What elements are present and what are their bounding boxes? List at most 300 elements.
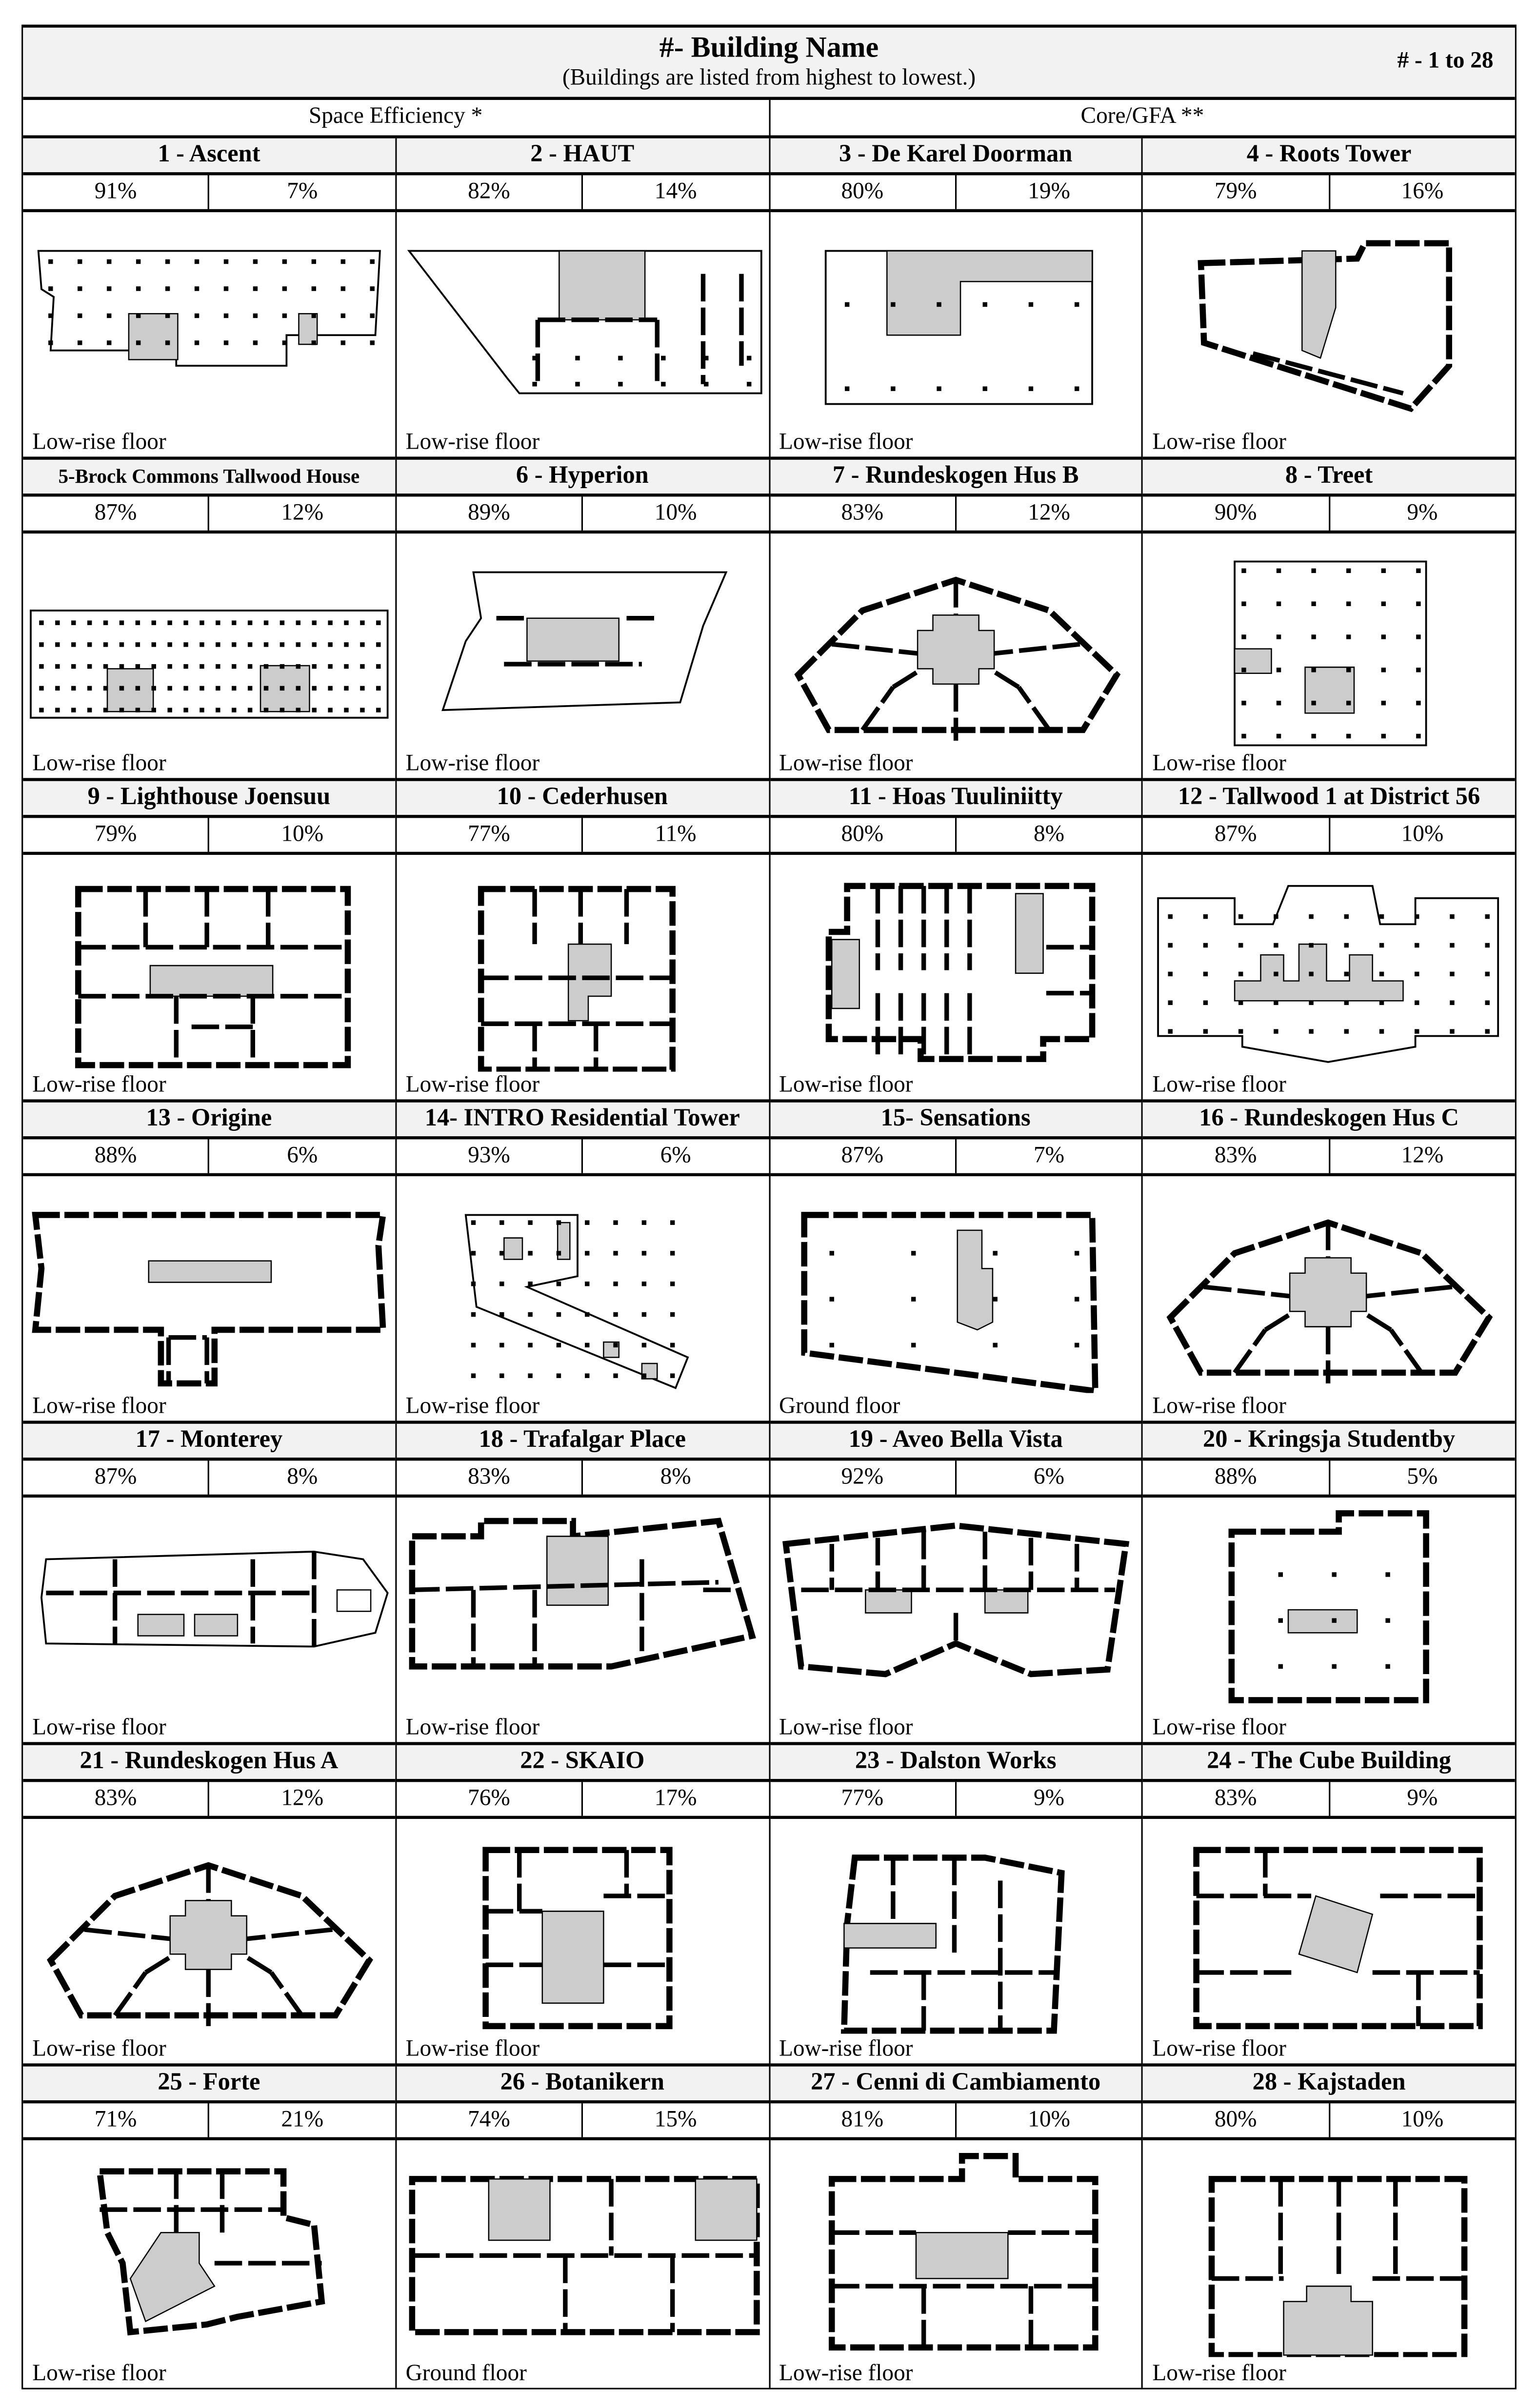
floor-plan-drawing xyxy=(1143,212,1515,429)
building-outline xyxy=(1232,1513,1427,1700)
building-name: 15- Sensations xyxy=(770,1103,1141,1140)
column-mark xyxy=(1309,1001,1314,1005)
metrics-row xyxy=(1143,496,1515,533)
floor-label: Low-rise floor xyxy=(779,2037,913,2062)
floor-label: Low-rise floor xyxy=(405,2037,540,2062)
column-mark xyxy=(936,386,940,391)
column-mark xyxy=(1415,1001,1419,1005)
core-gfa-value: 11% xyxy=(655,822,697,848)
column-mark xyxy=(71,686,76,691)
column-mark xyxy=(39,642,43,647)
column-mark xyxy=(703,356,708,360)
column-mark xyxy=(471,1220,475,1224)
column-mark xyxy=(136,708,140,712)
column-mark xyxy=(183,686,188,691)
column-mark xyxy=(1168,972,1173,976)
building-row xyxy=(23,1745,1515,2067)
floor-plan-drawing xyxy=(397,212,769,429)
column-mark xyxy=(296,642,300,647)
column-mark xyxy=(471,1373,475,1378)
metrics-row xyxy=(397,818,768,855)
column-mark xyxy=(71,620,76,625)
metrics-row xyxy=(770,1461,1141,1498)
floor-label: Low-rise floor xyxy=(779,1073,913,1098)
column-mark xyxy=(360,708,364,712)
building-name: 17 - Monterey xyxy=(23,1424,395,1461)
floor-plan-drawing xyxy=(23,1498,395,1715)
column-mark xyxy=(670,1373,674,1378)
core-gfa-value: 6% xyxy=(660,1144,691,1169)
floor-label: Low-rise floor xyxy=(779,1716,913,1741)
building-row xyxy=(23,1103,1515,1424)
column-mark xyxy=(670,1220,674,1224)
column-mark xyxy=(1309,972,1314,976)
column-mark xyxy=(376,620,380,625)
column-mark xyxy=(532,356,537,360)
column-mark xyxy=(312,620,316,625)
column-mark xyxy=(1381,701,1386,705)
column-mark xyxy=(1415,1029,1419,1033)
space-efficiency-value: 92% xyxy=(770,1461,957,1494)
column-mark xyxy=(107,314,111,318)
floor-label: Low-rise floor xyxy=(779,2362,913,2387)
building-cell xyxy=(770,781,1143,1103)
column-mark xyxy=(280,686,284,691)
metrics-row xyxy=(397,1782,768,1819)
space-efficiency-value: 74% xyxy=(397,2103,583,2137)
floor-plan-cell xyxy=(23,1819,395,2067)
column-mark xyxy=(376,708,380,712)
column-mark xyxy=(1380,914,1384,919)
column-mark xyxy=(1239,972,1243,976)
column-mark xyxy=(1417,601,1421,606)
column-mark xyxy=(152,686,156,691)
column-mark xyxy=(152,708,156,712)
column-mark xyxy=(613,1343,618,1347)
column-mark xyxy=(1274,1029,1278,1033)
column-mark xyxy=(48,340,53,345)
column-mark xyxy=(910,1343,915,1347)
floor-label: Low-rise floor xyxy=(1152,1394,1286,1420)
column-mark xyxy=(499,1282,503,1286)
metrics-row xyxy=(770,2103,1141,2140)
space-efficiency-value: 90% xyxy=(1143,496,1330,530)
building-cell xyxy=(770,2067,1143,2388)
column-mark xyxy=(48,259,53,264)
column-mark xyxy=(360,664,364,669)
column-mark xyxy=(328,642,332,647)
column-mark xyxy=(328,620,332,625)
column-mark xyxy=(253,314,258,318)
column-mark xyxy=(253,259,258,264)
column-mark xyxy=(264,686,268,691)
column-mark xyxy=(312,259,316,264)
space-efficiency-value: 89% xyxy=(397,496,583,530)
floor-label: Low-rise floor xyxy=(1152,2362,1286,2387)
column-mark xyxy=(1074,1251,1078,1255)
column-mark xyxy=(1347,634,1351,639)
space-efficiency-value: 79% xyxy=(1143,175,1330,209)
metrics-row xyxy=(23,496,395,533)
column-mark xyxy=(136,686,140,691)
column-mark xyxy=(296,664,300,669)
column-mark xyxy=(152,642,156,647)
column-mark xyxy=(87,620,92,625)
column-mark xyxy=(844,302,848,307)
column-mark xyxy=(1381,601,1386,606)
building-name: 8 - Treet xyxy=(1143,460,1515,497)
building-cell xyxy=(23,781,396,1103)
column-mark xyxy=(103,642,108,647)
column-mark xyxy=(670,1312,674,1317)
metrics-row xyxy=(397,496,768,533)
column-mark xyxy=(670,1282,674,1286)
column-mark xyxy=(1239,1029,1243,1033)
space-efficiency-value: 83% xyxy=(397,1461,583,1494)
floor-plan-cell xyxy=(770,1176,1141,1424)
column-mark xyxy=(1239,1001,1243,1005)
floor-plan-drawing xyxy=(23,1176,395,1393)
column-mark xyxy=(556,1373,560,1378)
column-mark xyxy=(87,664,92,669)
header-subtitle: (Buildings are listed from highest to lowest.) xyxy=(562,66,976,91)
column-mark xyxy=(78,314,82,318)
column-mark xyxy=(87,642,92,647)
core-area xyxy=(527,618,619,661)
column-mark xyxy=(136,620,140,625)
column-mark xyxy=(312,314,316,318)
building-name: 12 - Tallwood 1 at District 56 xyxy=(1143,781,1515,818)
column-mark xyxy=(660,356,665,360)
building-name: 9 - Lighthouse Joensuu xyxy=(23,781,395,818)
column-mark xyxy=(55,708,60,712)
floor-plan-drawing xyxy=(23,1819,395,2036)
building-name: 4 - Roots Tower xyxy=(1143,138,1515,176)
floor-label: Low-rise floor xyxy=(1152,2037,1286,2062)
column-mark xyxy=(992,1343,997,1347)
column-mark xyxy=(1277,569,1281,573)
building-outline xyxy=(465,1215,687,1388)
column-mark xyxy=(167,620,172,625)
floor-plan-drawing xyxy=(770,855,1142,1072)
core-gfa-value: 17% xyxy=(654,1786,697,1812)
building-cell xyxy=(1143,460,1515,781)
building-name: 25 - Forte xyxy=(23,2067,395,2104)
column-mark xyxy=(1239,914,1243,919)
column-mark xyxy=(1344,972,1349,976)
building-name: 10 - Cederhusen xyxy=(397,781,768,818)
column-mark xyxy=(55,686,60,691)
core-area xyxy=(150,966,273,996)
core-area xyxy=(488,2179,550,2240)
floor-plan-drawing xyxy=(397,1819,769,2036)
floor-plan-drawing xyxy=(770,1819,1142,2036)
space-efficiency-value: 80% xyxy=(1143,2103,1330,2137)
metrics-row xyxy=(397,1461,768,1498)
column-mark xyxy=(1242,701,1246,705)
floor-plan-cell xyxy=(397,1498,768,1745)
column-mark xyxy=(1312,569,1316,573)
space-efficiency-value: 83% xyxy=(770,496,957,530)
metrics-row xyxy=(23,2103,395,2140)
column-mark xyxy=(248,620,252,625)
column-mark xyxy=(1347,601,1351,606)
column-mark xyxy=(71,642,76,647)
column-mark xyxy=(1074,1297,1078,1301)
column-mark xyxy=(528,1312,532,1317)
space-efficiency-value: 82% xyxy=(397,175,583,209)
column-mark xyxy=(1074,1343,1078,1347)
column-mark xyxy=(167,664,172,669)
column-mark xyxy=(370,259,375,264)
column-mark xyxy=(376,664,380,669)
column-mark xyxy=(1415,914,1419,919)
building-name: 21 - Rundeskogen Hus A xyxy=(23,1745,395,1782)
column-mark xyxy=(248,708,252,712)
column-mark xyxy=(532,382,537,386)
column-mark xyxy=(982,302,986,307)
column-mark xyxy=(360,642,364,647)
column-mark xyxy=(280,620,284,625)
building-name: 2 - HAUT xyxy=(397,138,768,176)
column-mark xyxy=(107,259,111,264)
metrics-row xyxy=(23,818,395,855)
column-mark xyxy=(556,1312,560,1317)
column-mark xyxy=(1274,943,1278,947)
column-mark xyxy=(584,1251,589,1255)
column-mark xyxy=(1312,734,1316,738)
building-outline xyxy=(1158,886,1498,1062)
floor-plan-cell xyxy=(770,855,1141,1103)
building-grid xyxy=(23,138,1515,2388)
floor-plan-cell xyxy=(770,2140,1141,2388)
floor-plan-drawing xyxy=(397,855,769,1072)
column-mark xyxy=(1386,1664,1390,1669)
column-mark xyxy=(165,286,170,291)
column-mark xyxy=(200,642,204,647)
column-mark xyxy=(1277,634,1281,639)
column-mark xyxy=(296,708,300,712)
column-mark xyxy=(1485,1001,1490,1005)
column-mark xyxy=(216,708,220,712)
column-mark xyxy=(39,664,43,669)
core-gfa-header: Core/GFA ** xyxy=(1080,104,1204,129)
building-outline xyxy=(100,2171,321,2332)
column-mark xyxy=(613,1282,618,1286)
core-gfa-value: 12% xyxy=(281,501,324,526)
column-mark xyxy=(136,642,140,647)
column-mark xyxy=(1381,634,1386,639)
column-mark xyxy=(1381,569,1386,573)
metrics-row xyxy=(1143,175,1515,212)
floor-plan-cell xyxy=(23,2140,395,2388)
column-mark xyxy=(1380,943,1384,947)
column-mark xyxy=(120,620,124,625)
column-mark xyxy=(120,686,124,691)
column-mark xyxy=(1242,601,1246,606)
table-header xyxy=(23,28,1515,100)
column-mark xyxy=(746,356,751,360)
column-mark xyxy=(1242,569,1246,573)
column-mark xyxy=(1450,943,1455,947)
building-cell xyxy=(23,138,396,460)
space-efficiency-value: 71% xyxy=(23,2103,210,2137)
metrics-row xyxy=(770,496,1141,533)
space-efficiency-value: 87% xyxy=(23,1461,210,1494)
building-cell xyxy=(1143,138,1515,460)
floor-plan-cell xyxy=(397,533,768,781)
core-gfa-value: 14% xyxy=(654,179,697,205)
floor-label: Low-rise floor xyxy=(32,1716,166,1741)
metrics-row xyxy=(1143,2103,1515,2140)
metrics-row xyxy=(23,175,395,212)
column-mark xyxy=(282,340,287,345)
column-mark xyxy=(641,1251,646,1255)
floor-plan-cell xyxy=(1143,1819,1515,2067)
column-mark xyxy=(1312,634,1316,639)
column-mark xyxy=(1417,668,1421,672)
column-mark xyxy=(136,259,140,264)
building-name: 13 - Origine xyxy=(23,1103,395,1140)
column-mark xyxy=(232,686,236,691)
building-cell xyxy=(1143,1103,1515,1424)
core-gfa-value: 12% xyxy=(1401,1144,1444,1169)
column-mark xyxy=(584,1373,589,1378)
floor-label: Low-rise floor xyxy=(779,751,913,777)
core-gfa-value: 10% xyxy=(1028,2108,1070,2133)
column-mark xyxy=(1277,734,1281,738)
floor-plan-cell xyxy=(770,1819,1141,2067)
floor-plan-drawing xyxy=(397,533,769,750)
metrics-row xyxy=(23,1782,395,1819)
column-mark xyxy=(312,286,316,291)
column-mark xyxy=(556,1251,560,1255)
column-mark xyxy=(1274,914,1278,919)
column-mark xyxy=(183,620,188,625)
metrics-row xyxy=(1143,1782,1515,1819)
core-area xyxy=(1015,893,1042,973)
column-mark xyxy=(344,708,348,712)
column-mark xyxy=(1381,668,1386,672)
column-mark xyxy=(282,314,287,318)
column-mark xyxy=(78,286,82,291)
column-mark xyxy=(1386,1572,1390,1577)
building-name: 20 - Kringsja Studentby xyxy=(1143,1424,1515,1461)
column-mark xyxy=(1417,634,1421,639)
column-mark xyxy=(528,1373,532,1378)
space-efficiency-value: 91% xyxy=(23,175,210,209)
column-mark xyxy=(936,302,940,307)
column-mark xyxy=(1309,1029,1314,1033)
column-mark xyxy=(341,286,345,291)
building-name: 19 - Aveo Bella Vista xyxy=(770,1424,1141,1461)
column-mark xyxy=(48,314,53,318)
column-mark xyxy=(136,340,140,345)
column-mark xyxy=(370,340,375,345)
column-mark xyxy=(312,664,316,669)
column-mark xyxy=(829,1297,833,1301)
column-mark xyxy=(1332,1572,1337,1577)
column-mark xyxy=(1417,734,1421,738)
floor-label: Low-rise floor xyxy=(405,430,540,455)
building-cell xyxy=(23,1424,396,1745)
column-mark xyxy=(136,314,140,318)
column-mark xyxy=(200,620,204,625)
space-efficiency-value: 77% xyxy=(770,1782,957,1816)
building-outline xyxy=(828,886,1091,1059)
column-mark xyxy=(1277,601,1281,606)
column-mark xyxy=(471,1312,475,1317)
column-mark xyxy=(1380,972,1384,976)
space-efficiency-value: 76% xyxy=(397,1782,583,1816)
metrics-row xyxy=(770,1139,1141,1176)
core-area xyxy=(503,1238,522,1260)
floor-plan-cell xyxy=(1143,212,1515,460)
building-cell xyxy=(1143,1424,1515,1745)
column-mark xyxy=(341,314,345,318)
column-mark xyxy=(1242,668,1246,672)
column-mark xyxy=(370,286,375,291)
building-outline xyxy=(31,611,388,718)
column-mark xyxy=(992,1297,997,1301)
building-cell xyxy=(23,2067,396,2388)
building-cell xyxy=(397,781,770,1103)
column-mark xyxy=(1485,943,1490,947)
column-mark xyxy=(376,686,380,691)
annex-outline xyxy=(337,1590,371,1611)
column-mark xyxy=(613,1251,618,1255)
column-mark xyxy=(584,1343,589,1347)
space-efficiency-value: 81% xyxy=(770,2103,957,2137)
column-mark xyxy=(39,686,43,691)
floor-label: Low-rise floor xyxy=(32,1394,166,1420)
column-mark xyxy=(344,620,348,625)
header-title: #- Building Name xyxy=(659,32,879,65)
floor-plan-drawing xyxy=(770,2140,1142,2357)
space-efficiency-value: 88% xyxy=(23,1139,210,1173)
column-mark xyxy=(312,340,316,345)
column-mark xyxy=(618,382,622,386)
column-mark xyxy=(584,1312,589,1317)
column-mark xyxy=(200,664,204,669)
column-mark xyxy=(1203,972,1208,976)
column-mark xyxy=(216,664,220,669)
column-mark xyxy=(224,340,228,345)
column-mark xyxy=(280,642,284,647)
column-mark xyxy=(248,642,252,647)
space-efficiency-value: 80% xyxy=(770,175,957,209)
column-mark xyxy=(55,664,60,669)
building-cell xyxy=(1143,1745,1515,2067)
building-name: 18 - Trafalgar Place xyxy=(397,1424,768,1461)
building-cell xyxy=(23,1103,396,1424)
column-mark xyxy=(248,686,252,691)
column-mark xyxy=(910,1251,915,1255)
space-efficiency-value: 87% xyxy=(770,1139,957,1173)
floor-label: Low-rise floor xyxy=(405,1716,540,1741)
core-gfa-value: 12% xyxy=(1028,501,1070,526)
column-mark xyxy=(613,1312,618,1317)
space-efficiency-value: 87% xyxy=(23,496,210,530)
column-mark xyxy=(1347,668,1351,672)
floor-label: Ground floor xyxy=(405,2362,527,2387)
floor-plan-drawing xyxy=(23,212,395,429)
floor-plan-drawing xyxy=(1143,1498,1515,1715)
space-efficiency-value: 87% xyxy=(1143,818,1330,851)
building-cell xyxy=(397,1424,770,1745)
core-area xyxy=(915,2232,1007,2278)
column-mark xyxy=(1278,1572,1283,1577)
